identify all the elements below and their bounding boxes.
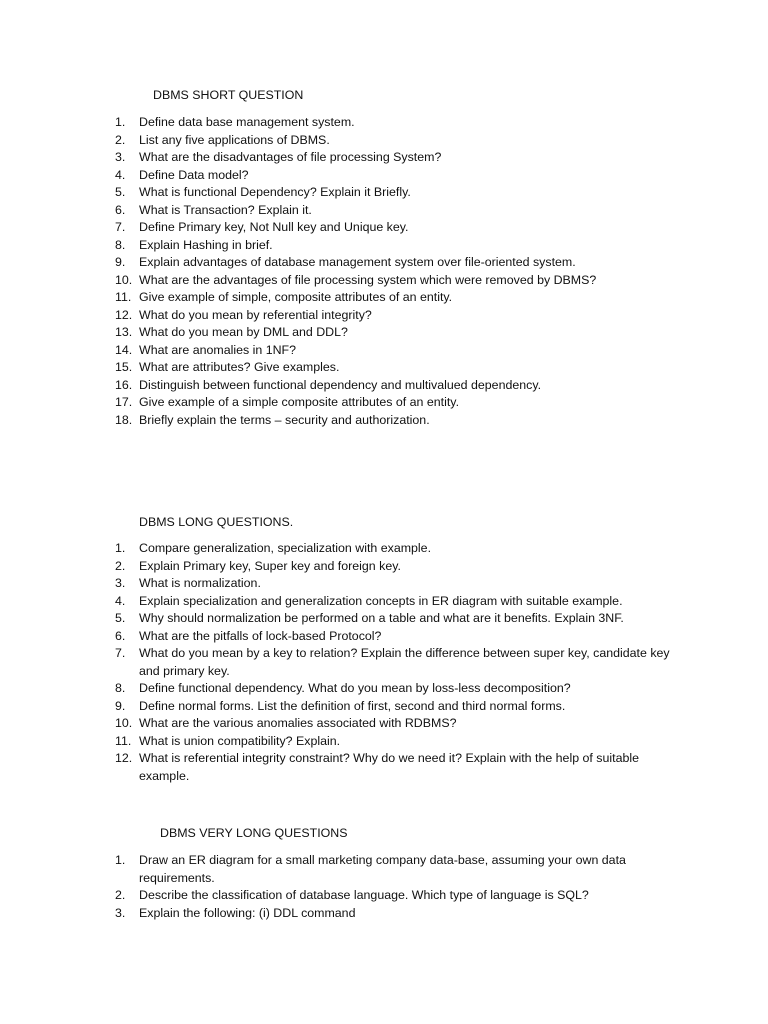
short-questions-title: DBMS SHORT QUESTION: [153, 88, 304, 102]
item-number: 12.: [115, 307, 133, 322]
item-number: 9.: [115, 255, 126, 269]
list-item: [115, 342, 675, 360]
item-number: 1.: [115, 115, 126, 129]
item-text: Briefly explain the terms – security and authorization.: [139, 412, 430, 427]
list-item: [115, 698, 675, 716]
item-text: Compare generalization, specialization with example.: [139, 541, 432, 555]
item-text: What are anomalies in 1NF?: [139, 342, 297, 357]
item-number: 6.: [115, 628, 126, 643]
item-text: Distinguish between functional dependency and multivalued dependency.: [139, 377, 542, 392]
item-text: What are the disadvantages of file processing System?: [139, 150, 442, 164]
list-item: [115, 149, 675, 167]
item-text: Explain Hashing in brief.: [139, 237, 273, 252]
item-text: Explain the following: (i) DDL command: [139, 905, 356, 920]
item-text: Define data base management system.: [139, 115, 355, 129]
list-item: [115, 272, 675, 290]
item-number: 18.: [115, 412, 133, 427]
list-item: [115, 852, 675, 887]
item-text: Explain Primary key, Super key and foreign key.: [139, 558, 401, 573]
list-item: [115, 377, 675, 395]
long-questions-list: [115, 540, 675, 785]
item-number: 2.: [115, 132, 126, 147]
item-number: 5.: [115, 611, 126, 625]
item-number: 3.: [115, 576, 126, 590]
list-item: [115, 202, 675, 220]
very-long-questions-title: DBMS VERY LONG QUESTIONS: [160, 826, 348, 840]
item-text: Explain specialization and generalization concepts in ER diagram with suitable example.: [139, 593, 623, 608]
item-text: Define Primary key, Not Null key and Unique key.: [139, 220, 409, 234]
item-text: What are the pitfalls of lock-based Protocol?: [139, 628, 382, 643]
list-item: [115, 254, 675, 272]
item-number: 3.: [115, 150, 126, 164]
item-text: Draw an ER diagram for a small marketing company data-base, assuming your own data requirements.: [139, 853, 626, 885]
list-item: [115, 645, 675, 680]
item-text: Explain advantages of database management system over file-oriented system.: [139, 255, 576, 269]
item-text: List any five applications of DBMS.: [139, 132, 330, 147]
list-item: [115, 412, 675, 430]
item-text: Give example of a simple composite attributes of an entity.: [139, 395, 460, 409]
list-item: [115, 184, 675, 202]
item-text: What is Transaction? Explain it.: [139, 202, 312, 217]
item-number: 9.: [115, 698, 126, 713]
item-number: 7.: [115, 646, 126, 660]
long-questions-title: DBMS LONG QUESTIONS.: [139, 515, 294, 529]
item-number: 2.: [115, 558, 126, 573]
item-number: 3.: [115, 905, 126, 920]
item-number: 1.: [115, 853, 126, 867]
list-item: [115, 610, 675, 628]
list-item: [115, 680, 675, 698]
list-item: [115, 750, 675, 785]
item-number: 1.: [115, 541, 126, 555]
item-number: 14.: [115, 342, 133, 357]
item-number: 4.: [115, 593, 126, 608]
item-number: 7.: [115, 220, 126, 234]
list-item: [115, 558, 675, 576]
item-number: 2.: [115, 888, 126, 902]
item-number: 8.: [115, 681, 126, 695]
list-item: [115, 905, 675, 923]
item-text: Why should normalization be performed on a table and what are it benefits. Explain 3NF.: [139, 611, 624, 625]
item-text: What is union compatibility? Explain.: [139, 733, 341, 748]
item-text: Define normal forms. List the definition of first, second and third normal forms.: [139, 698, 566, 713]
item-text: What are the various anomalies associated with RDBMS?: [139, 716, 457, 730]
list-item: [115, 628, 675, 646]
list-item: [115, 219, 675, 237]
item-text: Give example of simple, composite attributes of an entity.: [139, 290, 453, 304]
item-number: 6.: [115, 202, 126, 217]
item-text: What do you mean by a key to relation? Explain the difference between super key, candidate key and primary key.: [139, 646, 670, 678]
item-text: Define Data model?: [139, 167, 249, 182]
item-number: 10.: [115, 716, 133, 730]
list-item: [115, 540, 675, 558]
item-number: 11.: [115, 733, 132, 748]
item-number: 15.: [115, 360, 133, 374]
item-number: 4.: [115, 167, 126, 182]
list-item: [115, 114, 675, 132]
list-item: [115, 324, 675, 342]
item-text: What is referential integrity constraint? Why do we need it? Explain with the help of suitable example.: [139, 751, 640, 783]
list-item: [115, 359, 675, 377]
list-item: [115, 715, 675, 733]
item-number: 5.: [115, 185, 126, 199]
item-text: What do you mean by referential integrity?: [139, 307, 372, 322]
list-item: [115, 132, 675, 150]
list-item: [115, 575, 675, 593]
item-number: 11.: [115, 290, 132, 304]
item-number: 10.: [115, 272, 133, 287]
item-text: Describe the classification of database language. Which type of language is SQL?: [139, 888, 589, 902]
short-questions-list: [115, 114, 675, 429]
item-text: Define functional dependency. What do you mean by loss-less decomposition?: [139, 681, 571, 695]
item-number: 17.: [115, 395, 133, 409]
item-text: What are the advantages of file processing system which were removed by DBMS?: [139, 272, 597, 287]
item-text: What is functional Dependency? Explain it Briefly.: [139, 185, 411, 199]
list-item: [115, 237, 675, 255]
item-number: 13.: [115, 325, 133, 339]
item-text: What are attributes? Give examples.: [139, 360, 340, 374]
very-long-questions-list: [115, 852, 675, 922]
list-item: [115, 289, 675, 307]
item-text: What is normalization.: [139, 576, 261, 590]
item-number: 8.: [115, 237, 126, 252]
list-item: [115, 887, 675, 905]
item-number: 12.: [115, 751, 133, 765]
list-item: [115, 167, 675, 185]
item-number: 16.: [115, 377, 133, 392]
item-text: What do you mean by DML and DDL?: [139, 325, 348, 339]
list-item: [115, 593, 675, 611]
list-item: [115, 394, 675, 412]
list-item: [115, 733, 675, 751]
list-item: [115, 307, 675, 325]
